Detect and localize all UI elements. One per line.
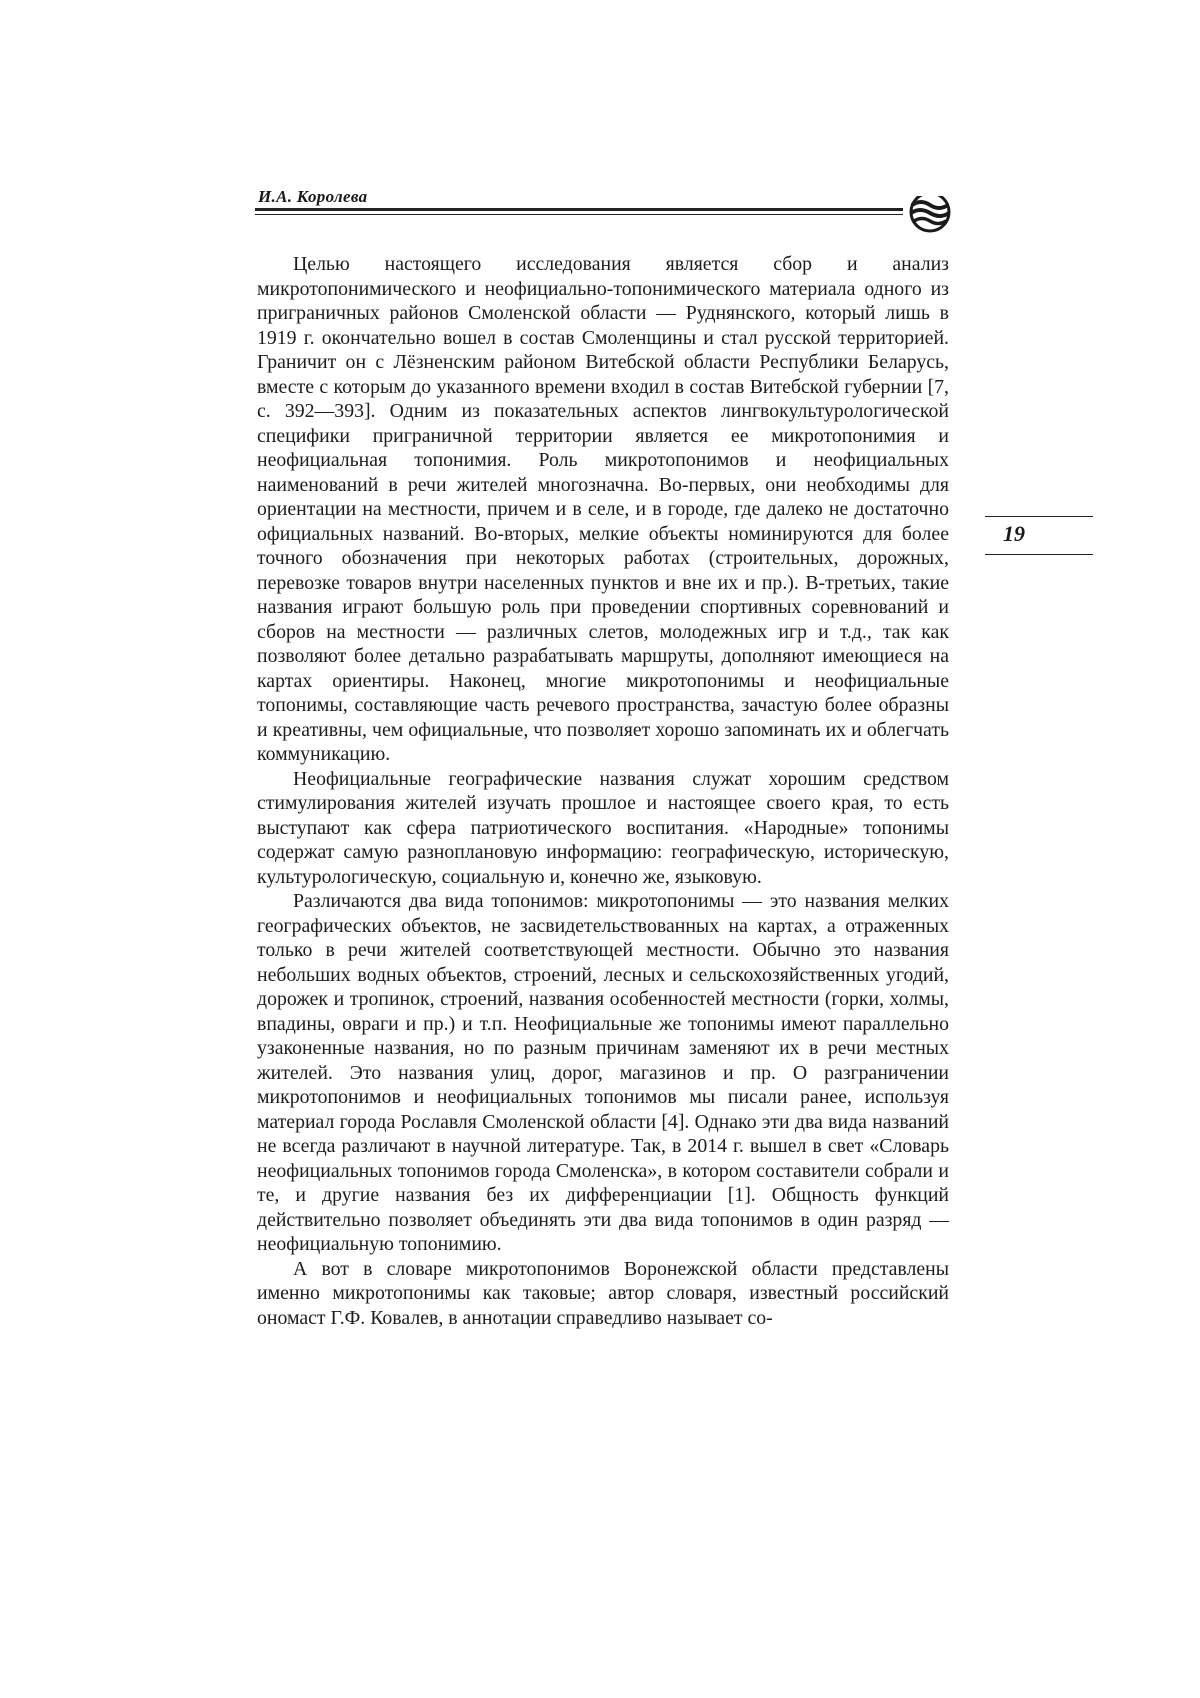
header-rule-thin	[255, 214, 903, 215]
page-number: 19	[1003, 521, 1025, 546]
body-text	[257, 252, 949, 1330]
page-number-rule-bottom	[985, 554, 1093, 555]
paragraph: Неофициальные географические названия служат хорошим средством стимулирования жителей изучать прошлое и настоящее своего края, то есть выступают как сфера патриотического воспитания. «Народные» топонимы содержат самую разноплановую информацию: географическую, историческую, культурологическую, социальную и, конечно же, языковую.	[257, 767, 949, 888]
paragraph: Различаются два вида топонимов: микротопонимы — это названия мелких географических объектов, не засвидетельствованных на картах, а отраженных только в речи жителей соответствующей местности. Обычно это названия небольших водных объектов, строений, лесных и сельскохозяйственных угодий, дорожек и тропинок, строений, названия особенностей местности (горки, холмы, впадины, овраги и пр.) и т.п. Неофициальные же топонимы имеют параллельно узаконенные названия, но по разным причинам заменяют их в речи местных жителей. Это названия улиц, дорог, магазинов и пр. О разграничении микротопонимов и неофициальных топонимов мы писали ранее, используя материал города Рославля Смоленской области [4]. Однако эти два вида названий не всегда различают в научной литературе. Так, в 2014 г. вышел в свет «Словарь неофициальных топонимов города Смоленска», в котором составители собрали и те, и другие названия без их дифференциации [1]. Общность функций действительно позволяет объединять эти два вида топонимов в один разряд — неофициальную топонимию.	[257, 890, 949, 1255]
wave-globe-icon	[904, 190, 956, 234]
header-rule-thick	[255, 208, 903, 211]
running-header-author: И.А. Королева	[258, 187, 368, 206]
paragraph: А вот в словаре микротопонимов Воронежской области представлены именно микротопонимы как таковые; автор словаря, известный российский ономаст Г.Ф. Ковалев, в аннотации справедливо называет со-	[257, 1257, 949, 1329]
paragraph: Целью настоящего исследования является сбор и анализ микротопонимического и неофициально-топонимического материала одного из приграничных районов Смоленской области — Руднянского, который лишь в 1919 г. окончательно вошел в состав Смоленщины и стал русской территорией. Граничит он с Лёзненским районом Витебской области Республики Беларусь, вместе с которым до указанного времени входил в состав Витебской губернии [7, с. 392—393]. Одним из показательных аспектов лингвокультурологической специфики приграничной территории является ее микротопонимия и неофициальная топонимия. Роль микротопонимов и неофициальных наименований в речи жителей многозначна. Во-первых, они необходимы для ориентации на местности, причем и в селе, и в городе, где далеко не достаточно официальных названий. Во-вторых, мелкие объекты номинируются для более точного обозначения при некоторых работах (строительных, дорожных, перевозке товаров внутри населенных пунктов и вне их и пр.). В-третьих, такие названия играют большую роль при проведении спортивных соревнований и сборов на местности — различных слетов, молодежных игр и т.д., так как позволяют более детально разрабатывать маршруты, дополняют имеющиеся на картах ориентиры. Наконец, многие микротопонимы и неофициальные топонимы, составляющие часть речевого пространства, зачастую более образны и креативны, чем официальные, что позволяет хорошо запоминать их и облегчать коммуникацию.	[257, 253, 949, 765]
page-number-rule-top	[985, 516, 1093, 517]
